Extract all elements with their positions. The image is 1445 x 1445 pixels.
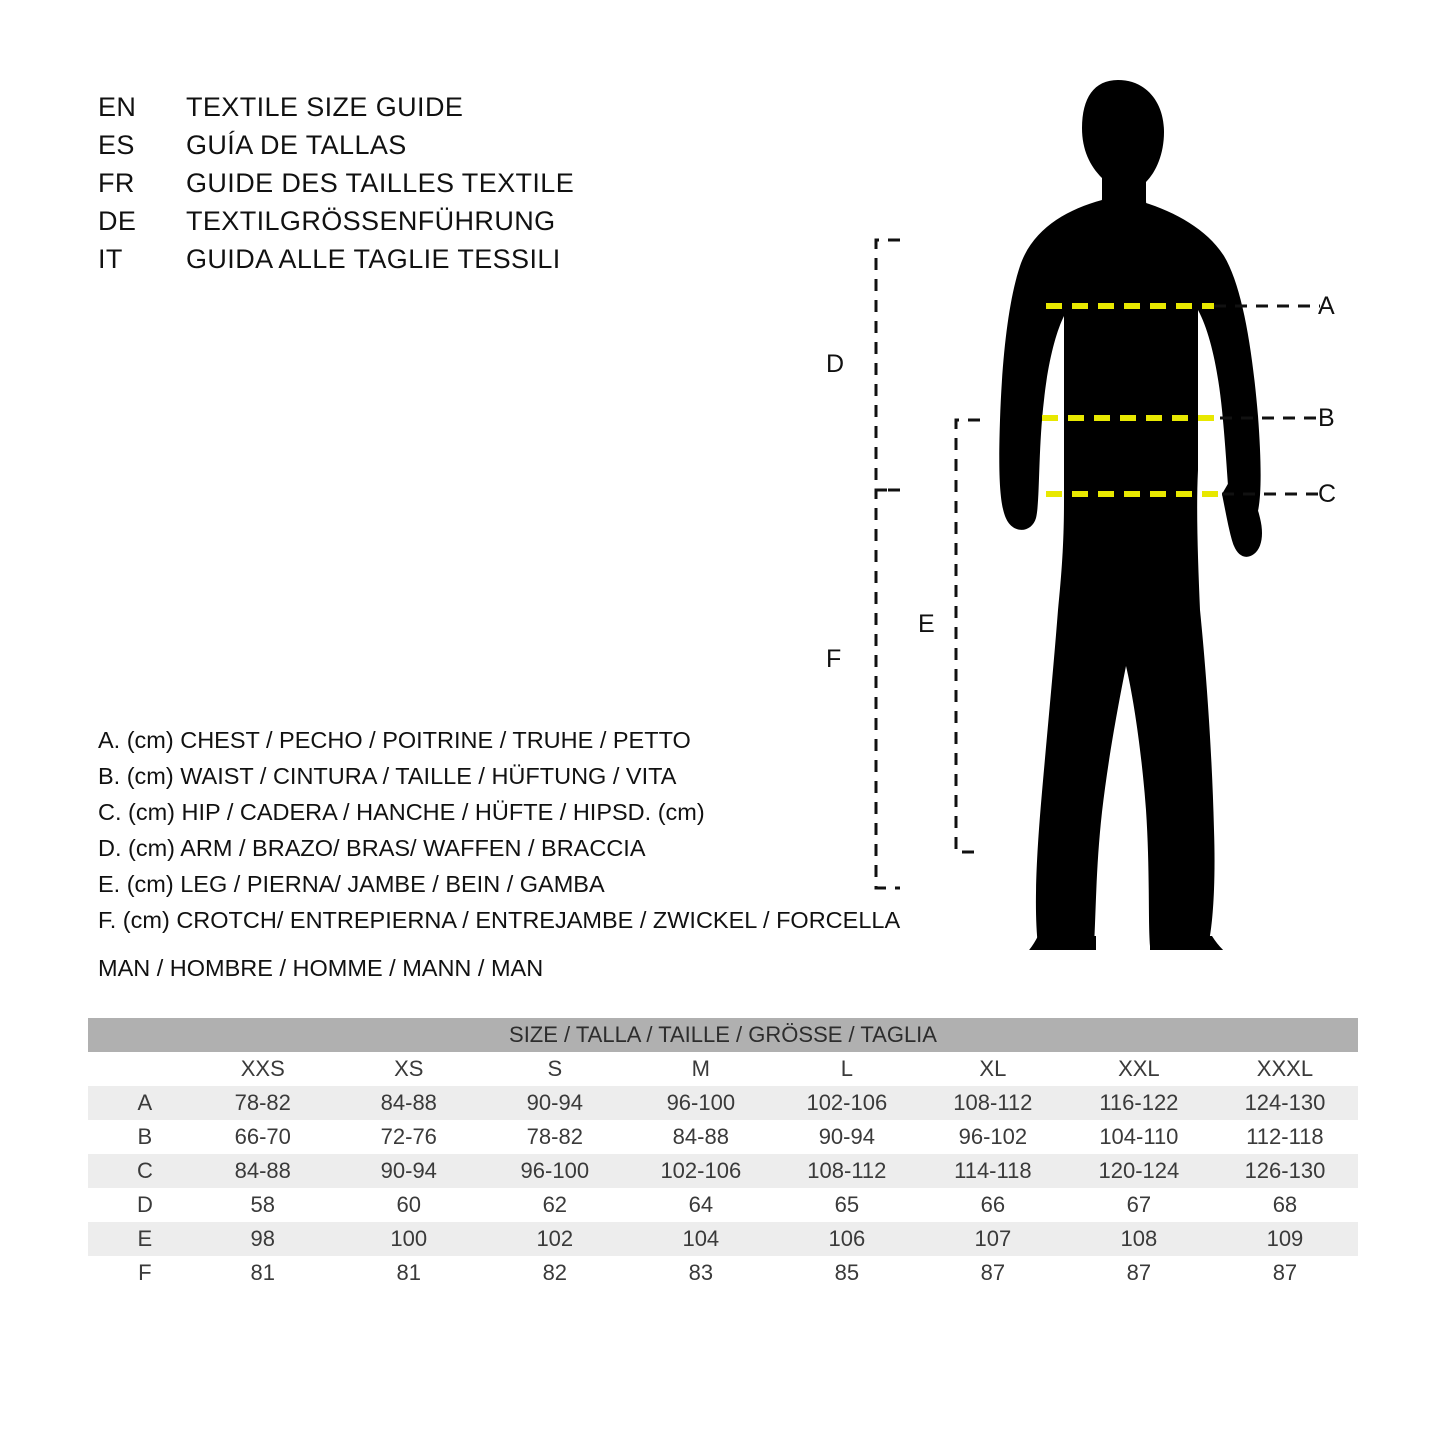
- title-lang-en: EN: [98, 92, 137, 122]
- table-row: [88, 1188, 1358, 1222]
- row-label-d: D: [88, 1188, 190, 1222]
- title-lang-de: DE: [98, 206, 137, 236]
- cell-f-l: 85: [774, 1256, 920, 1290]
- title-block: [98, 92, 718, 282]
- cell-e-xxs: 98: [190, 1222, 336, 1256]
- size-row-corner: [88, 1052, 190, 1086]
- legend-item-c: C. (cm) HIP / CADERA / HANCHE / HÜFTE / HIPSD. (cm): [98, 799, 705, 825]
- cell-a-xxl: 116-122: [1066, 1086, 1212, 1120]
- cell-a-xxs: 78-82: [190, 1086, 336, 1120]
- cell-d-l: 65: [774, 1188, 920, 1222]
- cell-e-xxl: 108: [1066, 1222, 1212, 1256]
- cell-d-xxxl: 68: [1212, 1188, 1358, 1222]
- legend-item-b: B. (cm) WAIST / CINTURA / TAILLE / HÜFTUNG / VITA: [98, 763, 677, 789]
- cell-b-xxs: 66-70: [190, 1120, 336, 1154]
- cell-f-xl: 87: [920, 1256, 1066, 1290]
- cell-c-s: 96-100: [482, 1154, 628, 1188]
- size-header-m: M: [628, 1052, 774, 1086]
- dim-label-e: E: [918, 610, 935, 638]
- cell-e-m: 104: [628, 1222, 774, 1256]
- table-row: [88, 1154, 1358, 1188]
- row-label-c: C: [88, 1154, 190, 1188]
- title-row-en: [98, 92, 718, 130]
- size-table: [88, 1018, 1358, 1290]
- cell-d-s: 62: [482, 1188, 628, 1222]
- dim-label-c: C: [1318, 480, 1337, 508]
- cell-a-xxxl: 124-130: [1212, 1086, 1358, 1120]
- table-row: [88, 1256, 1358, 1290]
- cell-f-m: 83: [628, 1256, 774, 1290]
- title-text-fr: GUIDE DES TAILLES TEXTILE: [186, 168, 575, 198]
- cell-d-xs: 60: [336, 1188, 482, 1222]
- cell-f-s: 82: [482, 1256, 628, 1290]
- title-text-en: TEXTILE SIZE GUIDE: [186, 92, 464, 122]
- dim-label-f: F: [826, 645, 842, 673]
- legend-item-e: E. (cm) LEG / PIERNA/ JAMBE / BEIN / GAMBA: [98, 871, 605, 897]
- silhouette-icon: [850, 70, 1370, 950]
- title-text-de: TEXTILGRÖSSENFÜHRUNG: [186, 206, 556, 236]
- cell-c-xxs: 84-88: [190, 1154, 336, 1188]
- cell-c-xxl: 120-124: [1066, 1154, 1212, 1188]
- table-header-band-label: SIZE / TALLA / TAILLE / GRÖSSE / TAGLIA: [88, 1018, 1358, 1052]
- cell-e-xxxl: 109: [1212, 1222, 1358, 1256]
- title-row-fr: [98, 168, 718, 206]
- legend-item-a: A. (cm) CHEST / PECHO / POITRINE / TRUHE / PETTO: [98, 727, 691, 753]
- cell-e-xl: 107: [920, 1222, 1066, 1256]
- table-row: [88, 1120, 1358, 1154]
- cell-b-m: 84-88: [628, 1120, 774, 1154]
- measurement-legend: [98, 722, 901, 938]
- title-row-it: [98, 244, 718, 282]
- cell-a-l: 102-106: [774, 1086, 920, 1120]
- title-lang-es: ES: [98, 130, 135, 160]
- cell-c-xs: 90-94: [336, 1154, 482, 1188]
- title-text-es: GUÍA DE TALLAS: [186, 130, 407, 160]
- size-header-l: L: [774, 1052, 920, 1086]
- cell-f-xxxl: 87: [1212, 1256, 1358, 1290]
- table-row-sizes: [88, 1052, 1358, 1086]
- cell-e-s: 102: [482, 1222, 628, 1256]
- title-row-es: [98, 130, 718, 168]
- cell-d-xxs: 58: [190, 1188, 336, 1222]
- legend-item-f: F. (cm) CROTCH/ ENTREPIERNA / ENTREJAMBE / ZWICKEL / FORCELLA: [98, 907, 901, 933]
- cell-b-xs: 72-76: [336, 1120, 482, 1154]
- size-header-xl: XL: [920, 1052, 1066, 1086]
- cell-f-xs: 81: [336, 1256, 482, 1290]
- title-text-it: GUIDA ALLE TAGLIE TESSILI: [186, 244, 561, 274]
- cell-f-xxl: 87: [1066, 1256, 1212, 1290]
- row-label-f: F: [88, 1256, 190, 1290]
- gender-label: MAN / HOMBRE / HOMME / MANN / MAN: [98, 955, 544, 981]
- cell-e-xs: 100: [336, 1222, 482, 1256]
- title-lang-fr: FR: [98, 168, 135, 198]
- row-label-b: B: [88, 1120, 190, 1154]
- size-header-xs: XS: [336, 1052, 482, 1086]
- cell-c-xl: 114-118: [920, 1154, 1066, 1188]
- table-header-band: [88, 1018, 1358, 1052]
- cell-b-s: 78-82: [482, 1120, 628, 1154]
- legend-item-d: D. (cm) ARM / BRAZO/ BRAS/ WAFFEN / BRACCIA: [98, 835, 646, 861]
- title-row-de: [98, 206, 718, 244]
- cell-a-s: 90-94: [482, 1086, 628, 1120]
- size-table-wrap: [88, 1018, 1358, 1290]
- cell-a-m: 96-100: [628, 1086, 774, 1120]
- cell-c-xxxl: 126-130: [1212, 1154, 1358, 1188]
- cell-e-l: 106: [774, 1222, 920, 1256]
- table-row: [88, 1086, 1358, 1120]
- cell-b-xxl: 104-110: [1066, 1120, 1212, 1154]
- size-header-xxs: XXS: [190, 1052, 336, 1086]
- size-header-xxxl: XXXL: [1212, 1052, 1358, 1086]
- size-header-xxl: XXL: [1066, 1052, 1212, 1086]
- cell-a-xs: 84-88: [336, 1086, 482, 1120]
- cell-f-xxs: 81: [190, 1256, 336, 1290]
- cell-d-m: 64: [628, 1188, 774, 1222]
- cell-c-m: 102-106: [628, 1154, 774, 1188]
- size-header-s: S: [482, 1052, 628, 1086]
- cell-b-l: 90-94: [774, 1120, 920, 1154]
- row-label-e: E: [88, 1222, 190, 1256]
- cell-b-xxxl: 112-118: [1212, 1120, 1358, 1154]
- cell-a-xl: 108-112: [920, 1086, 1066, 1120]
- title-lang-it: IT: [98, 244, 123, 274]
- cell-d-xxl: 67: [1066, 1188, 1212, 1222]
- cell-b-xl: 96-102: [920, 1120, 1066, 1154]
- row-label-a: A: [88, 1086, 190, 1120]
- dim-label-d: D: [826, 350, 845, 378]
- cell-d-xl: 66: [920, 1188, 1066, 1222]
- dim-label-b: B: [1318, 404, 1335, 432]
- cell-c-l: 108-112: [774, 1154, 920, 1188]
- table-row: [88, 1222, 1358, 1256]
- dim-label-a: A: [1318, 292, 1335, 320]
- figure-diagram: [826, 70, 1370, 950]
